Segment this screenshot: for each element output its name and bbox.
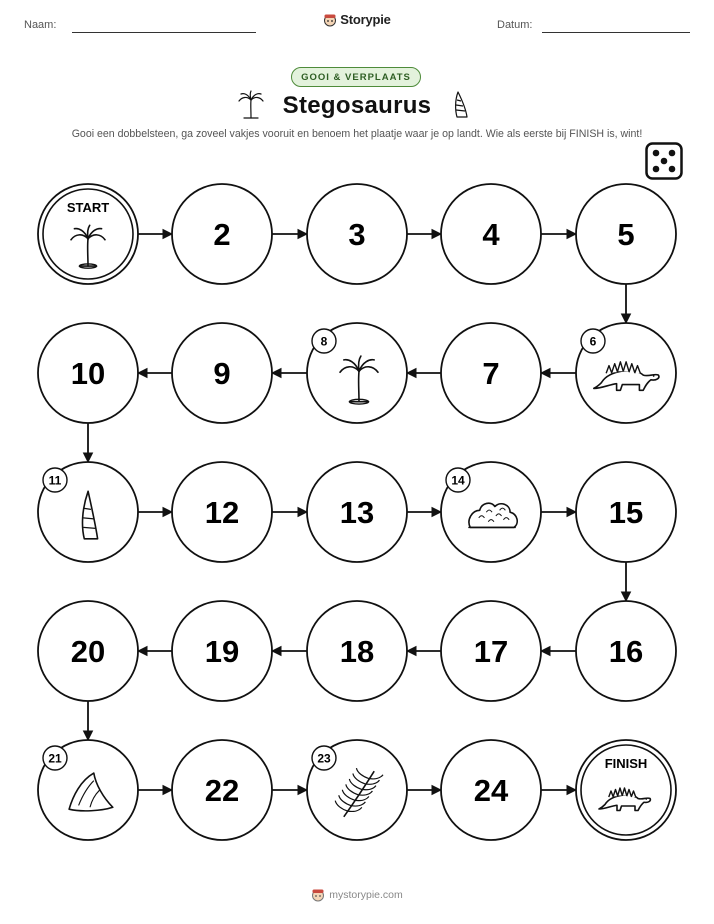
board-space-4 xyxy=(441,184,541,284)
space-number: 3 xyxy=(348,217,366,252)
finish-space xyxy=(576,740,676,840)
board-space-18 xyxy=(307,601,407,701)
space-number: 10 xyxy=(70,356,106,391)
date-label: Datum: xyxy=(497,19,533,31)
board-space-19 xyxy=(172,601,272,701)
board-space-10 xyxy=(38,323,138,423)
footer xyxy=(0,888,714,905)
space-number: 5 xyxy=(617,217,635,252)
brand-name: Storypie xyxy=(340,12,391,27)
space-number: 12 xyxy=(204,495,240,530)
board-space-12 xyxy=(172,462,272,562)
mascot-icon xyxy=(311,888,325,905)
footer-url: mystorypie.com xyxy=(329,889,403,901)
space-number: 6 xyxy=(589,334,597,349)
space-number: 23 xyxy=(317,751,331,766)
space-number: 22 xyxy=(204,773,240,808)
board-space-3 xyxy=(307,184,407,284)
name-label: Naam: xyxy=(24,19,57,31)
space-number: 2 xyxy=(213,217,231,252)
space-label: FINISH xyxy=(604,756,648,771)
space-number: 14 xyxy=(451,473,465,488)
space-number: 16 xyxy=(608,634,644,669)
board-space-11 xyxy=(38,462,138,562)
board-space-21 xyxy=(38,740,138,840)
board-space-2 xyxy=(172,184,272,284)
board-space-16 xyxy=(576,601,676,701)
instructions: Gooi een dobbelsteen, ga zoveel vakjes vooruit en benoem het plaatje waar je op landt. Wie als eerste bij FINISH is, wint! xyxy=(71,128,643,140)
space-number: 19 xyxy=(204,634,240,669)
board-space-15 xyxy=(576,462,676,562)
space-number: 13 xyxy=(339,495,375,530)
page-title: Stegosaurus xyxy=(282,92,432,119)
board-space-13 xyxy=(307,462,407,562)
board-space-20 xyxy=(38,601,138,701)
start-space xyxy=(38,184,138,284)
board-space-24 xyxy=(441,740,541,840)
space-number: 11 xyxy=(48,473,62,488)
board-space-22 xyxy=(172,740,272,840)
space-number: 18 xyxy=(339,634,375,669)
board-space-14 xyxy=(441,462,541,562)
space-number: 17 xyxy=(473,634,509,669)
space-number: 24 xyxy=(473,773,509,808)
board-space-23 xyxy=(307,740,407,840)
space-label: START xyxy=(66,200,110,215)
space-number: 4 xyxy=(482,217,500,252)
space-number: 7 xyxy=(482,356,500,391)
space-number: 9 xyxy=(213,356,231,391)
game-type-badge: GOOI & VERPLAATS xyxy=(291,67,421,87)
space-number: 20 xyxy=(70,634,106,669)
space-number: 21 xyxy=(48,751,62,766)
board-space-7 xyxy=(441,323,541,423)
board-space-8 xyxy=(307,323,407,423)
space-number: 8 xyxy=(320,334,328,349)
board-space-5 xyxy=(576,184,676,284)
space-number: 15 xyxy=(608,495,644,530)
board-space-9 xyxy=(172,323,272,423)
board-space-6 xyxy=(576,323,676,423)
board-space-17 xyxy=(441,601,541,701)
